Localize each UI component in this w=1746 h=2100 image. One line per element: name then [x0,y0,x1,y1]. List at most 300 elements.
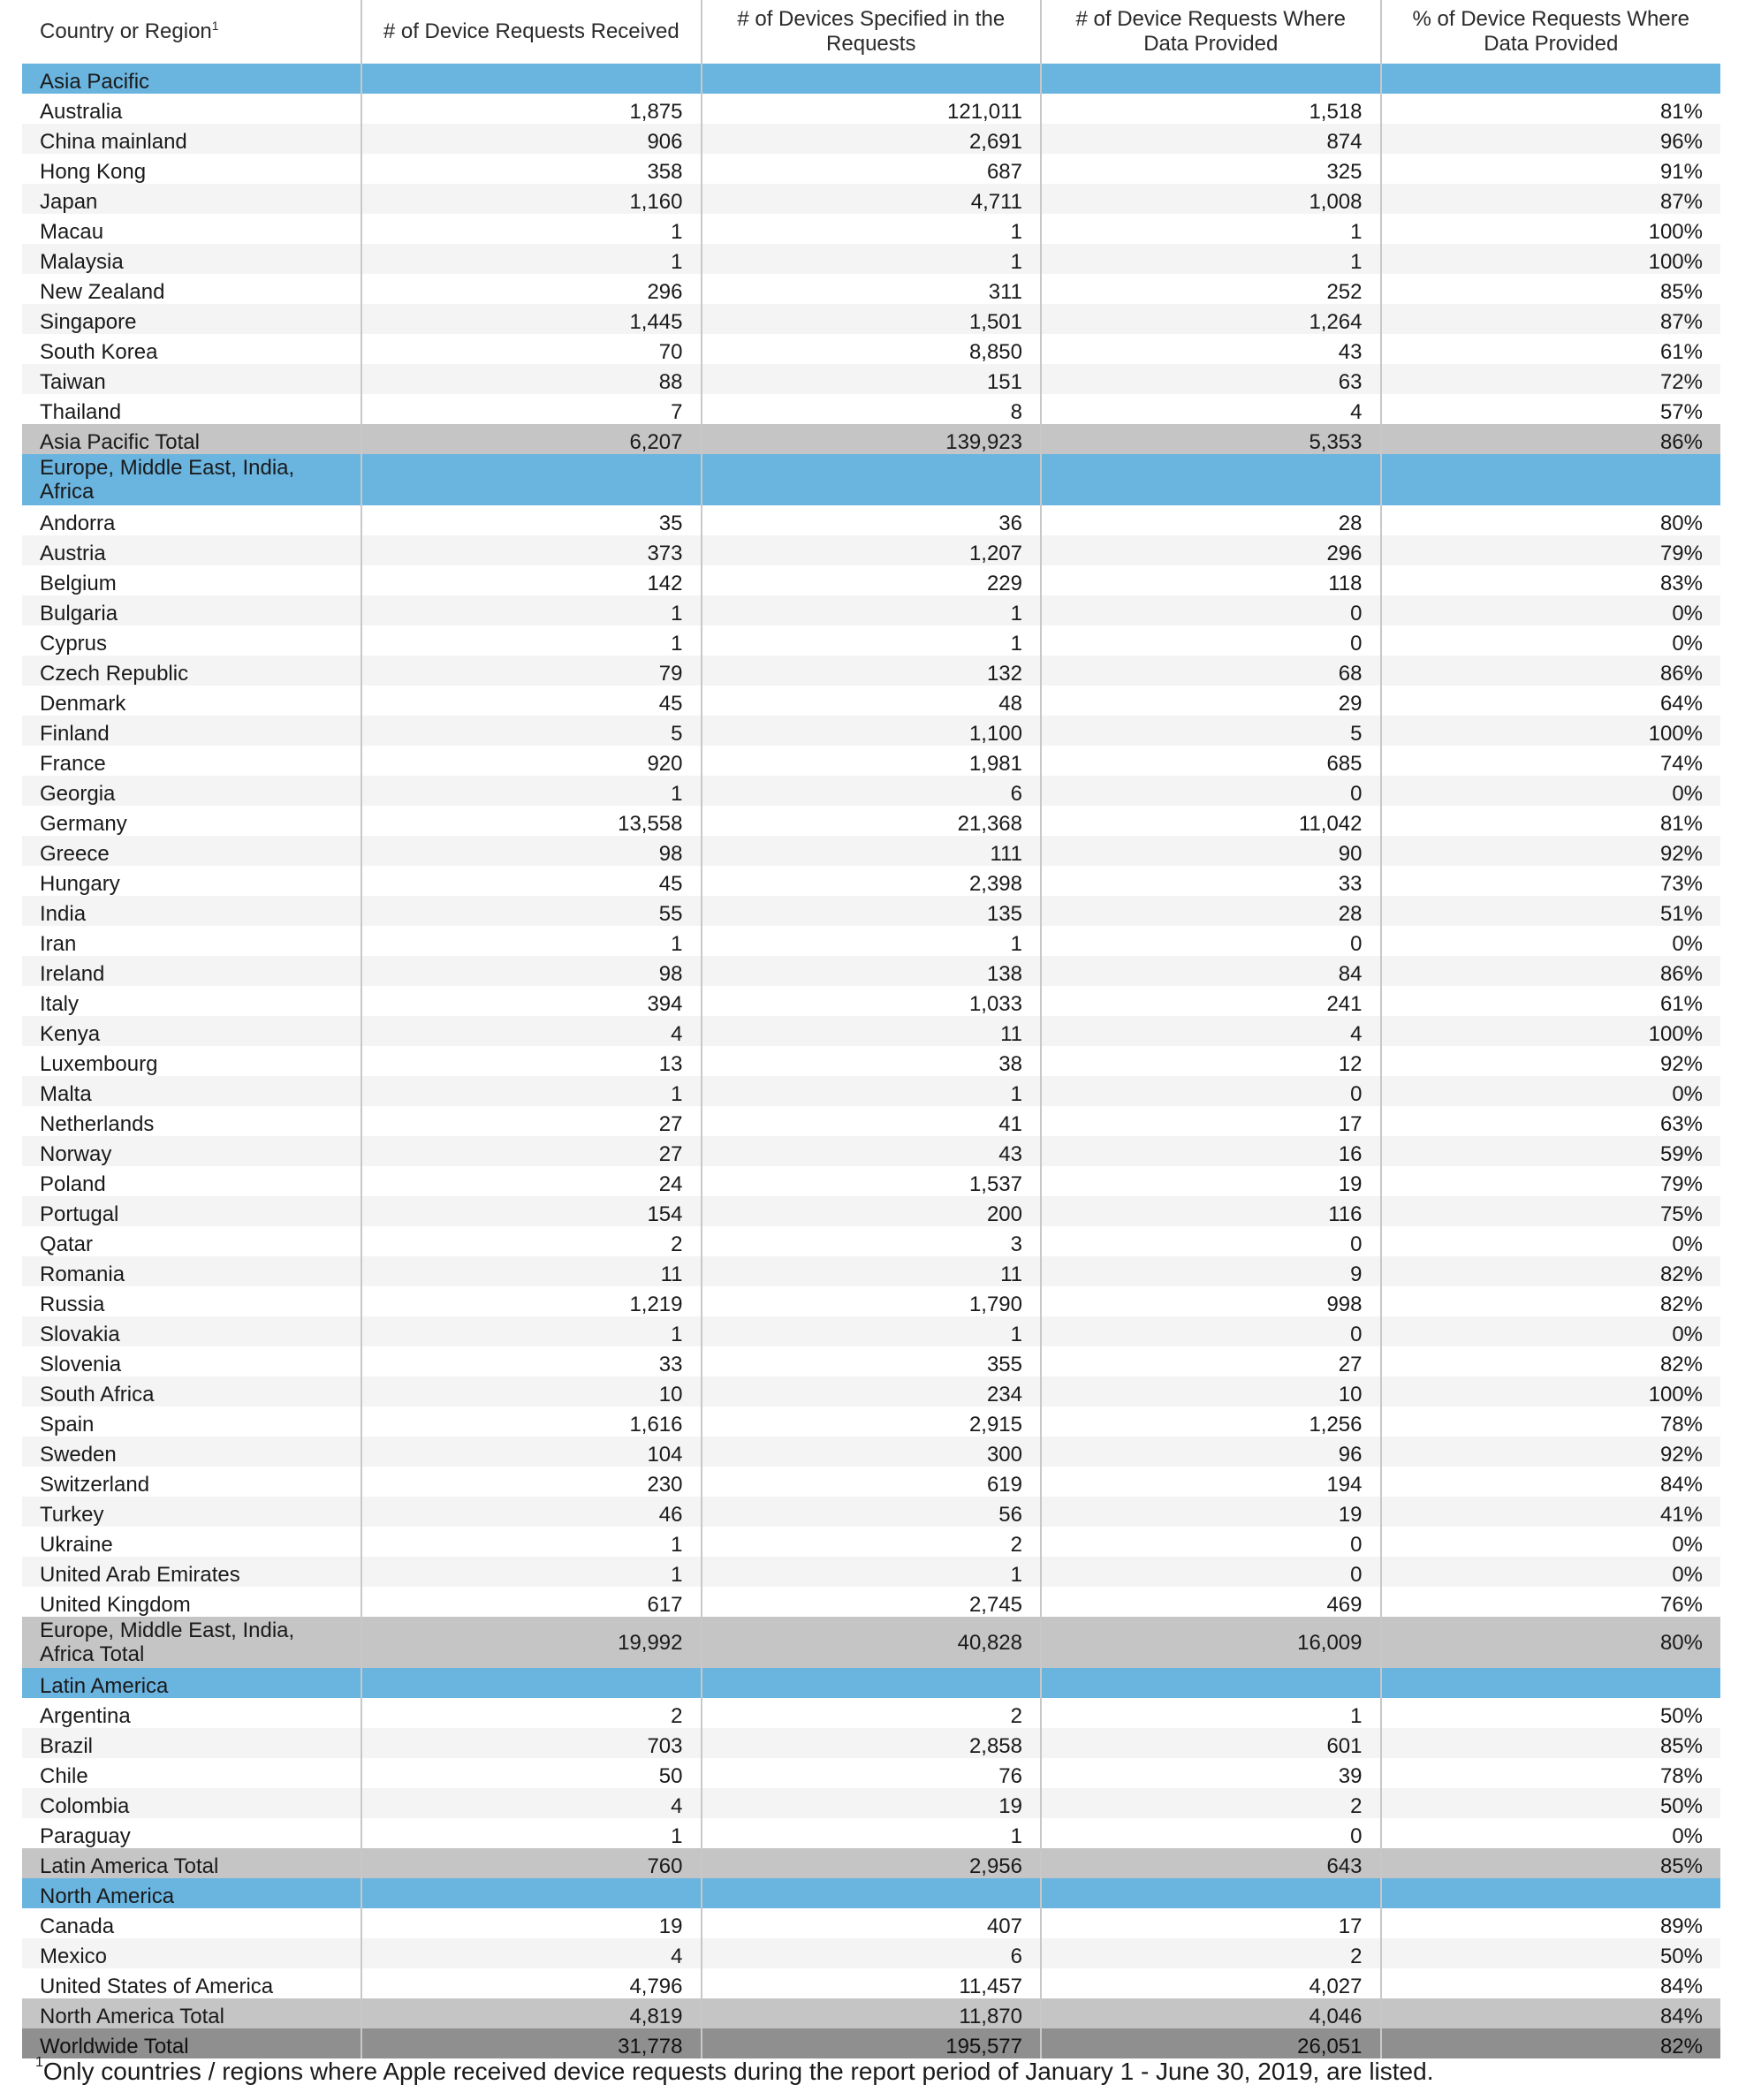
cell-requests-data-provided: 194 [1041,1467,1381,1497]
cell-percent-data-provided: 78% [1381,1406,1721,1437]
cell-requests-data-provided: 11,042 [1041,806,1381,836]
table-row [22,1076,1720,1106]
table-row [22,1166,1720,1196]
cell-percent-data-provided: 85% [1381,1728,1721,1758]
cell-requests-received: 920 [361,746,702,776]
cell-percent-data-provided: 81% [1381,94,1721,124]
table-row [22,214,1720,244]
cell-percent-data-provided: 0% [1381,1818,1721,1848]
cell-requests-received: 373 [361,535,702,565]
cell-country: Romania [22,1256,361,1286]
cell-requests-received: 4,796 [361,1968,702,1998]
cell-percent-data-provided: 87% [1381,304,1721,334]
cell-requests-data-provided: 19 [1041,1166,1381,1196]
table-row [22,1406,1720,1437]
cell-requests-data-provided: 33 [1041,866,1381,896]
cell-devices-specified: 121,011 [702,94,1042,124]
cell-requests-data-provided: 0 [1041,1226,1381,1256]
cell-country: Georgia [22,776,361,806]
cell-country: Mexico [22,1938,361,1968]
cell-country: Hong Kong [22,154,361,184]
cell-requests-data-provided: 0 [1041,1076,1381,1106]
table-row [22,986,1720,1016]
cell-devices-specified: 687 [702,154,1042,184]
cell-percent-data-provided: 79% [1381,1166,1721,1196]
table-row [22,1046,1720,1076]
cell-percent-data-provided: 61% [1381,334,1721,364]
cell-requests-received: 906 [361,124,702,154]
cell-country: South Korea [22,334,361,364]
table-row [22,1938,1720,1968]
cell-devices-specified: 4,711 [702,184,1042,214]
cell-requests-data-provided: 4 [1041,1016,1381,1046]
cell-country: Kenya [22,1016,361,1046]
cell-requests-received: 703 [361,1728,702,1758]
cell-requests-received: 10 [361,1376,702,1406]
table-row [22,1587,1720,1617]
cell-devices-specified: 38 [702,1046,1042,1076]
cell-requests-received: 1 [361,1557,702,1587]
cell-requests-received: 19 [361,1908,702,1938]
cell-percent-data-provided: 82% [1381,2028,1721,2058]
cell-country: Poland [22,1166,361,1196]
cell-requests-data-provided: 5,353 [1041,424,1381,454]
region-name: Latin America [22,1668,361,1698]
cell-percent-data-provided: 73% [1381,866,1721,896]
cell-country: Slovakia [22,1316,361,1346]
table-row [22,304,1720,334]
table-row [22,94,1720,124]
cell-requests-received [361,454,702,505]
cell-devices-specified: 200 [702,1196,1042,1226]
cell-country: Chile [22,1758,361,1788]
cell-country: Taiwan [22,364,361,394]
table-header [22,0,1720,64]
cell-devices-specified: 1,537 [702,1166,1042,1196]
cell-percent-data-provided: 51% [1381,896,1721,926]
header-country-label: Country or Region [40,19,212,43]
cell-requests-data-provided: 2 [1041,1788,1381,1818]
table-row [22,1908,1720,1938]
cell-country: Luxembourg [22,1046,361,1076]
cell-requests-data-provided: 4 [1041,394,1381,424]
cell-requests-data-provided: 601 [1041,1728,1381,1758]
cell-requests-received: 11 [361,1256,702,1286]
cell-percent-data-provided: 0% [1381,1226,1721,1256]
cell-requests-data-provided [1041,1878,1381,1908]
cell-requests-received: 1,219 [361,1286,702,1316]
cell-requests-received: 2 [361,1226,702,1256]
cell-devices-specified: 195,577 [702,2028,1042,2058]
cell-country: Austria [22,535,361,565]
cell-requests-data-provided: 28 [1041,896,1381,926]
device-requests-table [22,0,1720,2058]
cell-country: United Kingdom [22,1587,361,1617]
cell-country: Finland [22,716,361,746]
cell-requests-received: 50 [361,1758,702,1788]
cell-devices-specified: 1 [702,1818,1042,1848]
table-row [22,1788,1720,1818]
cell-percent-data-provided: 64% [1381,686,1721,716]
table-row [22,866,1720,896]
cell-devices-specified: 234 [702,1376,1042,1406]
cell-devices-specified: 138 [702,956,1042,986]
cell-requests-received: 33 [361,1346,702,1376]
cell-devices-specified: 3 [702,1226,1042,1256]
cell-requests-received: 27 [361,1106,702,1136]
cell-country: Turkey [22,1497,361,1527]
cell-requests-received: 45 [361,686,702,716]
cell-country: New Zealand [22,274,361,304]
cell-percent-data-provided [1381,454,1721,505]
cell-percent-data-provided: 92% [1381,1046,1721,1076]
cell-requests-data-provided: 0 [1041,625,1381,656]
cell-requests-data-provided: 118 [1041,565,1381,595]
cell-country: Iran [22,926,361,956]
cell-requests-received: 45 [361,866,702,896]
cell-requests-data-provided: 19 [1041,1497,1381,1527]
cell-requests-received: 142 [361,565,702,595]
cell-devices-specified [702,454,1042,505]
table-row [22,1346,1720,1376]
cell-devices-specified: 11 [702,1256,1042,1286]
cell-percent-data-provided: 50% [1381,1788,1721,1818]
cell-devices-specified: 1 [702,1076,1042,1106]
cell-devices-specified: 229 [702,565,1042,595]
cell-country: Canada [22,1908,361,1938]
cell-requests-received: 98 [361,836,702,866]
cell-country: Switzerland [22,1467,361,1497]
footnote-marker: 1 [211,19,219,33]
cell-requests-received: 296 [361,274,702,304]
region-name: Europe, Middle East, India, Africa [22,454,361,505]
cell-devices-specified: 111 [702,836,1042,866]
cell-country: Colombia [22,1788,361,1818]
cell-requests-data-provided: 685 [1041,746,1381,776]
cell-percent-data-provided: 85% [1381,1848,1721,1878]
cell-country: United Arab Emirates [22,1557,361,1587]
header-requests-received: # of Device Requests Received [361,0,702,64]
cell-country: Worldwide Total [22,2028,361,2058]
region-header-row [22,64,1720,94]
worldwide-total-row [22,2028,1720,2058]
table-row [22,776,1720,806]
table-row [22,1818,1720,1848]
cell-requests-data-provided: 68 [1041,656,1381,686]
table-row [22,1698,1720,1728]
cell-percent-data-provided: 59% [1381,1136,1721,1166]
cell-percent-data-provided: 72% [1381,364,1721,394]
cell-percent-data-provided [1381,64,1721,94]
cell-country: United States of America [22,1968,361,1998]
cell-percent-data-provided: 0% [1381,926,1721,956]
cell-requests-received: 4 [361,1938,702,1968]
cell-requests-received: 4 [361,1788,702,1818]
cell-requests-data-provided: 9 [1041,1256,1381,1286]
cell-country: Andorra [22,505,361,535]
cell-requests-received: 1 [361,1527,702,1557]
cell-devices-specified: 1 [702,244,1042,274]
cell-devices-specified: 2,745 [702,1587,1042,1617]
region-total-row [22,1998,1720,2028]
cell-percent-data-provided: 82% [1381,1256,1721,1286]
cell-devices-specified: 11,457 [702,1968,1042,1998]
table-row [22,274,1720,304]
cell-country: Malaysia [22,244,361,274]
cell-devices-specified: 135 [702,896,1042,926]
table-row [22,184,1720,214]
cell-requests-received: 79 [361,656,702,686]
cell-percent-data-provided: 82% [1381,1346,1721,1376]
cell-requests-received: 617 [361,1587,702,1617]
cell-percent-data-provided [1381,1668,1721,1698]
cell-requests-data-provided: 0 [1041,776,1381,806]
cell-percent-data-provided: 96% [1381,124,1721,154]
cell-requests-received: 1,445 [361,304,702,334]
cell-requests-data-provided: 10 [1041,1376,1381,1406]
table-row [22,595,1720,625]
cell-requests-received: 1 [361,1818,702,1848]
cell-percent-data-provided: 0% [1381,776,1721,806]
table-row [22,154,1720,184]
cell-percent-data-provided: 89% [1381,1908,1721,1938]
cell-requests-data-provided: 874 [1041,124,1381,154]
cell-country: France [22,746,361,776]
cell-requests-received: 55 [361,896,702,926]
cell-requests-received [361,1668,702,1698]
table-row [22,334,1720,364]
cell-percent-data-provided: 76% [1381,1587,1721,1617]
cell-country: Europe, Middle East, India, Africa Total [22,1617,361,1668]
cell-devices-specified: 6 [702,1938,1042,1968]
cell-devices-specified: 43 [702,1136,1042,1166]
header-country [22,0,361,64]
cell-requests-data-provided: 84 [1041,956,1381,986]
cell-requests-data-provided: 17 [1041,1908,1381,1938]
table-row [22,505,1720,535]
cell-percent-data-provided: 91% [1381,154,1721,184]
cell-percent-data-provided [1381,1878,1721,1908]
cell-requests-received: 1 [361,1076,702,1106]
cell-country: Hungary [22,866,361,896]
cell-devices-specified: 1 [702,1557,1042,1587]
table-row [22,1376,1720,1406]
cell-requests-received: 35 [361,505,702,535]
cell-percent-data-provided: 0% [1381,1557,1721,1587]
cell-devices-specified: 36 [702,505,1042,535]
table-row [22,746,1720,776]
cell-requests-data-provided: 96 [1041,1437,1381,1467]
cell-requests-received: 1 [361,625,702,656]
cell-country: Cyprus [22,625,361,656]
cell-requests-received: 88 [361,364,702,394]
cell-devices-specified: 11,870 [702,1998,1042,2028]
cell-requests-data-provided: 241 [1041,986,1381,1016]
cell-country: Czech Republic [22,656,361,686]
cell-devices-specified: 1 [702,595,1042,625]
cell-devices-specified: 19 [702,1788,1042,1818]
cell-requests-data-provided: 1 [1041,214,1381,244]
cell-devices-specified: 407 [702,1908,1042,1938]
table-body [22,64,1720,2058]
cell-percent-data-provided: 63% [1381,1106,1721,1136]
cell-percent-data-provided: 81% [1381,806,1721,836]
cell-country: Australia [22,94,361,124]
cell-devices-specified: 1 [702,1316,1042,1346]
cell-devices-specified: 1,790 [702,1286,1042,1316]
cell-percent-data-provided: 61% [1381,986,1721,1016]
cell-percent-data-provided: 92% [1381,1437,1721,1467]
cell-devices-specified: 56 [702,1497,1042,1527]
cell-percent-data-provided: 86% [1381,424,1721,454]
cell-requests-data-provided: 643 [1041,1848,1381,1878]
cell-requests-data-provided: 39 [1041,1758,1381,1788]
cell-percent-data-provided: 92% [1381,836,1721,866]
cell-requests-data-provided: 998 [1041,1286,1381,1316]
cell-country: South Africa [22,1376,361,1406]
cell-requests-received: 1,875 [361,94,702,124]
cell-percent-data-provided: 84% [1381,1467,1721,1497]
cell-requests-data-provided: 469 [1041,1587,1381,1617]
cell-country: Malta [22,1076,361,1106]
cell-country: Portugal [22,1196,361,1226]
table-row [22,1016,1720,1046]
cell-requests-data-provided: 0 [1041,1316,1381,1346]
cell-requests-data-provided: 0 [1041,1557,1381,1587]
cell-percent-data-provided: 84% [1381,1968,1721,1998]
cell-devices-specified: 139,923 [702,424,1042,454]
cell-requests-received: 13,558 [361,806,702,836]
cell-requests-data-provided: 1 [1041,244,1381,274]
table-row [22,1497,1720,1527]
cell-percent-data-provided: 83% [1381,565,1721,595]
cell-requests-data-provided: 0 [1041,1527,1381,1557]
cell-devices-specified: 1 [702,625,1042,656]
cell-devices-specified: 2 [702,1698,1042,1728]
cell-requests-data-provided: 26,051 [1041,2028,1381,2058]
cell-country: Bulgaria [22,595,361,625]
cell-requests-received: 4,819 [361,1998,702,2028]
cell-country: Denmark [22,686,361,716]
cell-devices-specified: 48 [702,686,1042,716]
cell-devices-specified: 21,368 [702,806,1042,836]
cell-percent-data-provided: 84% [1381,1998,1721,2028]
cell-devices-specified: 1 [702,926,1042,956]
cell-requests-received: 760 [361,1848,702,1878]
table-row [22,1557,1720,1587]
region-header-row [22,1878,1720,1908]
cell-devices-specified: 151 [702,364,1042,394]
table-row [22,1728,1720,1758]
cell-requests-data-provided [1041,64,1381,94]
cell-requests-received: 230 [361,1467,702,1497]
header-row [22,0,1720,64]
cell-country: Ukraine [22,1527,361,1557]
cell-requests-data-provided: 252 [1041,274,1381,304]
cell-country: Argentina [22,1698,361,1728]
cell-requests-received: 104 [361,1437,702,1467]
header-requests-data-provided: # of Device Requests Where Data Provided [1041,0,1381,64]
table-row [22,1316,1720,1346]
cell-requests-data-provided: 4,027 [1041,1968,1381,1998]
cell-devices-specified: 11 [702,1016,1042,1046]
table-row [22,1286,1720,1316]
cell-requests-received: 154 [361,1196,702,1226]
cell-requests-received: 1 [361,244,702,274]
table-row [22,716,1720,746]
cell-percent-data-provided: 80% [1381,1617,1721,1668]
cell-requests-received: 1,160 [361,184,702,214]
cell-country: Spain [22,1406,361,1437]
cell-percent-data-provided: 0% [1381,1527,1721,1557]
table-row [22,1437,1720,1467]
cell-country: Netherlands [22,1106,361,1136]
cell-percent-data-provided: 75% [1381,1196,1721,1226]
cell-country: Germany [22,806,361,836]
cell-country: Russia [22,1286,361,1316]
cell-percent-data-provided: 100% [1381,214,1721,244]
cell-country: Belgium [22,565,361,595]
cell-devices-specified [702,1668,1042,1698]
cell-percent-data-provided: 82% [1381,1286,1721,1316]
table-row [22,244,1720,274]
region-header-row [22,1668,1720,1698]
cell-country: India [22,896,361,926]
cell-devices-specified: 76 [702,1758,1042,1788]
cell-requests-received: 6,207 [361,424,702,454]
cell-devices-specified: 132 [702,656,1042,686]
cell-percent-data-provided: 57% [1381,394,1721,424]
cell-requests-data-provided: 29 [1041,686,1381,716]
cell-requests-received: 394 [361,986,702,1016]
cell-country: Asia Pacific Total [22,424,361,454]
cell-devices-specified: 1,981 [702,746,1042,776]
cell-requests-data-provided: 1 [1041,1698,1381,1728]
cell-percent-data-provided: 50% [1381,1698,1721,1728]
cell-devices-specified: 1,033 [702,986,1042,1016]
cell-devices-specified: 2,398 [702,866,1042,896]
table-row [22,896,1720,926]
cell-devices-specified: 1,100 [702,716,1042,746]
cell-country: Macau [22,214,361,244]
table-row [22,394,1720,424]
table-row [22,625,1720,656]
table-row [22,1106,1720,1136]
cell-devices-specified: 619 [702,1467,1042,1497]
cell-requests-data-provided: 63 [1041,364,1381,394]
table-row [22,1968,1720,1998]
region-total-row [22,1848,1720,1878]
cell-percent-data-provided: 0% [1381,625,1721,656]
cell-percent-data-provided: 79% [1381,535,1721,565]
cell-requests-received: 31,778 [361,2028,702,2058]
cell-requests-received: 1 [361,214,702,244]
table-row [22,806,1720,836]
cell-requests-received: 27 [361,1136,702,1166]
region-total-row [22,424,1720,454]
table-row [22,1467,1720,1497]
cell-devices-specified: 1,501 [702,304,1042,334]
cell-percent-data-provided: 80% [1381,505,1721,535]
table-row [22,1136,1720,1166]
cell-requests-data-provided: 296 [1041,535,1381,565]
cell-requests-data-provided: 1,256 [1041,1406,1381,1437]
cell-percent-data-provided: 50% [1381,1938,1721,1968]
cell-requests-data-provided: 12 [1041,1046,1381,1076]
cell-requests-received: 1 [361,1316,702,1346]
cell-requests-received: 4 [361,1016,702,1046]
cell-country: Japan [22,184,361,214]
